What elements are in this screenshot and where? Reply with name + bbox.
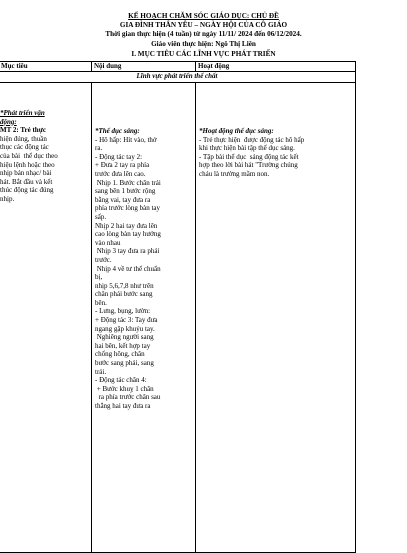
text-line: hát. Bắt đầu và kết: [0, 177, 53, 186]
content-cell: [92, 83, 196, 553]
text-line: MT 2: Trẻ thực: [0, 126, 46, 135]
content-text: [95, 136, 194, 411]
objective-heading-line: động:: [0, 117, 17, 126]
text-line: trước đưa lên cao.: [95, 169, 146, 178]
text-line: trái.: [95, 367, 107, 376]
text-line: cao lòng bàn tay hướng: [95, 230, 161, 239]
text-line: phía trước lòng bàn tay: [95, 204, 161, 213]
text-line: - Lưng, bụng, lườn:: [95, 307, 151, 316]
activity-text: [199, 136, 354, 179]
text-line: - Hô hấp: Hít vào, thở: [95, 135, 157, 144]
plan-theme: GIA ĐÌNH THÂN YÊU – NGÀY HỘI CỦA CÔ GIÁO: [119, 21, 288, 29]
text-line: bị,: [95, 273, 103, 282]
text-line: của bài thể dục theo: [0, 151, 58, 160]
text-line: + Động tác 3: Tay đưa: [95, 316, 158, 325]
text-line: ra phía trước chân sau: [95, 393, 161, 402]
text-line: - Trẻ thực hiện được động tác hô hấp: [199, 135, 305, 144]
text-line: vào nhau: [95, 238, 121, 247]
text-line: hiệu lệnh hoặc theo: [0, 160, 55, 169]
text-line: sang bên 1 bước rộng: [95, 187, 156, 196]
objective-text: [0, 126, 90, 203]
content-heading: *Thể dục sáng:: [95, 127, 140, 135]
text-line: nhịp bản nhạc/ bài: [0, 169, 52, 178]
domain-label: Lĩnh vực phát triển thể chất: [0, 72, 356, 83]
text-line: cháu là trường mầm non.: [199, 169, 270, 178]
activity-heading: *Hoạt động thể dục sáng:: [199, 127, 274, 135]
text-line: nhịp 5,6,7,8 như trên: [95, 281, 154, 290]
objective-cell: [0, 83, 92, 553]
plan-time: Thời gian thực hiện (4 tuần) từ ngày 11/11/ 2024 đến 06/12/2024.: [105, 30, 302, 38]
plan-title: KẾ HOẠCH CHĂM SÓC GIÁO DỤC: CHỦ ĐỀ: [128, 12, 279, 20]
text-line: ra.: [95, 144, 103, 153]
text-line: thục các động tác: [0, 143, 49, 152]
text-line: bước sang phải, sang: [95, 359, 154, 368]
text-line: nhịp.: [0, 194, 15, 203]
text-line: + Đưa 2 tay ra phía: [95, 161, 150, 170]
column-header-activity: Hoạt động: [196, 62, 356, 72]
column-header-content: Nội dung: [92, 62, 196, 72]
text-line: Nhịp 4 về tư thế chuẩn: [95, 264, 161, 273]
text-line: - Tập bài thể dục sáng động tác kết: [199, 152, 299, 161]
domain-row: [0, 72, 356, 83]
text-line: khi thực hiện bài tập thể dục sáng.: [199, 144, 295, 153]
text-line: chống hông, chân: [95, 350, 145, 359]
table-header-row: [0, 62, 356, 72]
text-line: - Động tác tay 2:: [95, 152, 143, 161]
text-line: thúc động tác đúng: [0, 186, 54, 195]
text-line: thẳng hai tay đưa ra: [95, 402, 151, 410]
table-row: [0, 83, 356, 553]
plan-table: [0, 61, 356, 553]
text-line: Nghiêng người sang: [95, 333, 154, 342]
text-line: ngang gập khuỷu tay.: [95, 324, 155, 333]
text-line: Nhịp 1. Bước chân trái: [95, 178, 161, 187]
text-line: hai bên, kết hợp tay: [95, 341, 151, 350]
text-line: hợp theo lời bài hát "Trường chúng: [199, 161, 298, 170]
text-line: hiện đúng, thuần: [0, 134, 47, 143]
text-line: bên.: [95, 298, 107, 307]
column-header-objective: Mục tiêu: [0, 62, 92, 72]
text-line: - Động tác chân 4:: [95, 376, 147, 385]
text-line: + Bước khuỵ 1 chân: [95, 384, 154, 393]
section-heading: I. MỤC TIÊU CÁC LĨNH VỰC PHÁT TRIỂN: [131, 50, 276, 58]
text-line: Nhịp 2 hai tay đưa lên: [95, 221, 158, 230]
text-line: trước.: [95, 255, 112, 264]
text-line: sấp.: [95, 212, 107, 221]
activity-cell: [196, 83, 356, 553]
plan-teacher: Giáo viên thực hiện: Ngô Thị Liên: [151, 40, 256, 48]
objective-heading-line: *Phát triển vận: [0, 109, 45, 117]
text-line: bằng vai, tay đưa ra: [95, 195, 151, 204]
text-line: chân phải bước sang: [95, 290, 153, 299]
text-line: Nhịp 3 tay đưa ra phái: [95, 247, 160, 256]
